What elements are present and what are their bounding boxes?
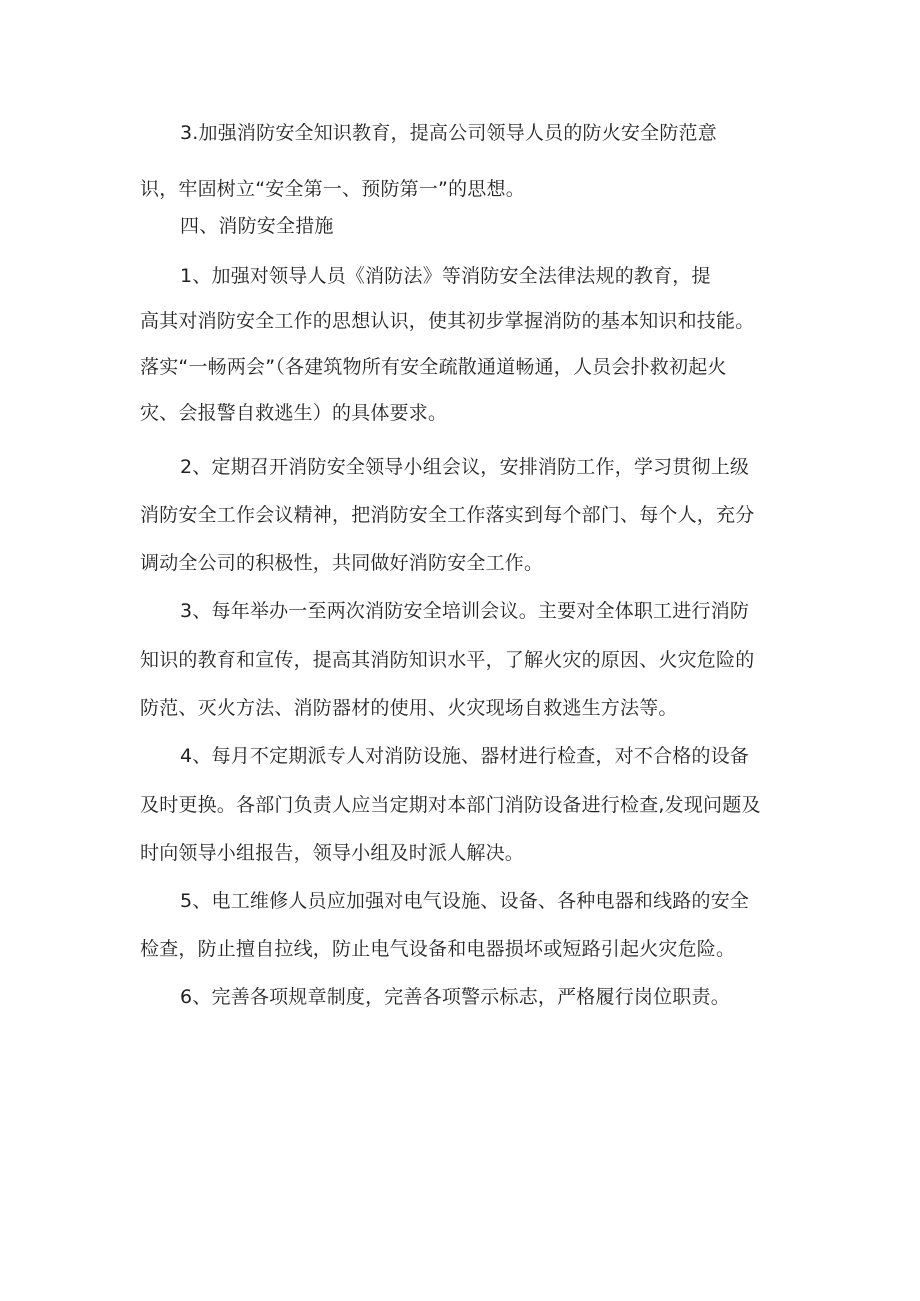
paragraph-line: 消防安全工作会议精神，把消防安全工作落实到每个部门、每个人，充分 [140,504,755,526]
section-heading: 四、消防安全措施 [180,215,334,237]
paragraph-line: 时向领导小组报告，领导小组及时派人解决。 [140,842,525,864]
paragraph-line: 1、加强对领导人员《消防法》等消防安全法律法规的教育，提 [180,265,711,287]
paragraph-line: 落实“一畅两会”（各建筑物所有安全疏散通道畅通，人员会扑救初起火 [140,356,727,378]
paragraph-line: 及时更换。各部门负责人应当定期对本部门消防设备进行检查,发现问题及 [140,794,761,816]
paragraph-line: 4、每月不定期派专人对消防设施、器材进行检查，对不合格的设备 [180,745,750,767]
paragraph-line: 3、每年举办一至两次消防安全培训会议。主要对全体职工进行消防 [180,600,750,622]
paragraph-line: 检查，防止擅自拉线，防止电气设备和电器损坏或短路引起火灾危险。 [140,938,736,960]
paragraph-line: 知识的教育和宣传，提高其消防知识水平，了解火灾的原因、火灾危险的 [140,649,755,671]
paragraph-line: 5、电工维修人员应加强对电气设施、设备、各种电器和线路的安全 [180,890,750,912]
paragraph-line: 调动全公司的积极性，共同做好消防安全工作。 [140,552,544,574]
paragraph-line: 高其对消防安全工作的思想认识，使其初步掌握消防的基本知识和技能。 [140,310,755,332]
paragraph-line: 3.加强消防安全知识教育，提高公司领导人员的防火安全防范意 [180,122,717,144]
paragraph-line: 2、定期召开消防安全领导小组会议，安排消防工作，学习贯彻上级 [180,456,750,478]
paragraph-line: 防范、灭火方法、消防器材的使用、火灾现场自救逃生方法等。 [140,697,678,719]
paragraph-line: 灾、会报警自救逃生）的具体要求。 [140,402,448,424]
paragraph-line: 6、完善各项规章制度，完善各项警示标志，严格履行岗位职责。 [180,986,730,1008]
paragraph-line: 识，牢固树立“安全第一、预防第一”的思想。 [140,178,525,200]
